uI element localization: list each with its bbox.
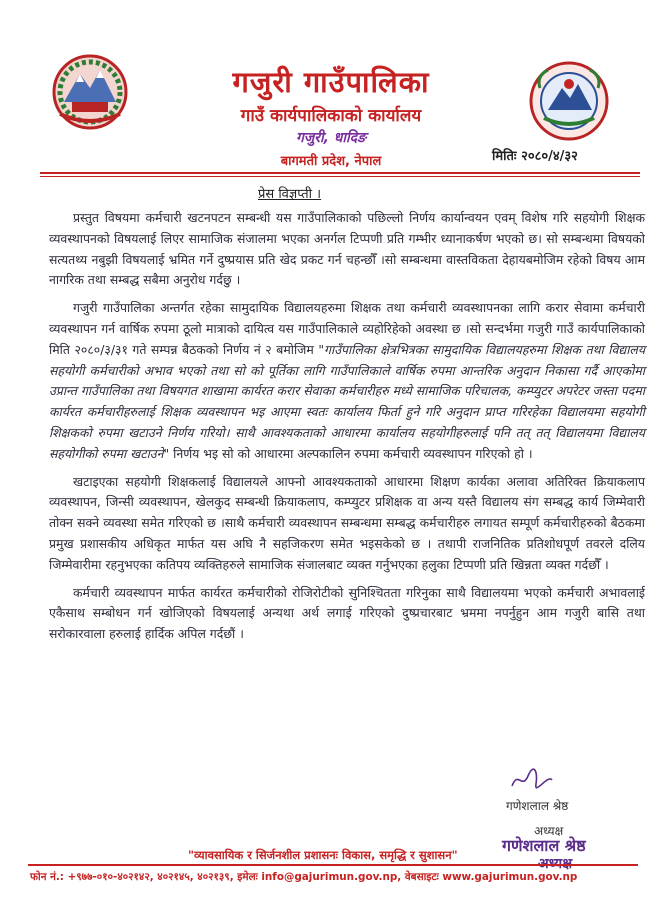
paragraph-2-tail: निर्णय भइ सो को आधारमा अल्पकालिन रुपमा कर्मचारी व्यवस्थापन गरिएको हो । <box>169 445 533 461</box>
footer-contact: फोन नं.: +९७७-०१०-४०२१४२, ४०२१४५, ४०२१३९, इमेलः info@gajurimun.gov.np, वेबसाइटः www.gajurimun.gov.np <box>30 871 578 883</box>
header-divider-thin <box>40 176 640 177</box>
province-name: बागमती प्रदेश, नेपाल <box>280 154 382 169</box>
paragraph-3: खटाइएका सहयोगी शिक्षकलाई विद्यालयले आफ्नो आवश्यकताको आधारमा शिक्षण कार्यका अलावा अतिरिक्त क्रियाकलाप व्यवस्थापन, जिन्सी व्यवस्थापन, खेलकुद सम्बन्धी क्रियाकलाप, कम्प्युटर प्रशिक्षक वा अन्य यस्तै विद्यालय संग सम्बद्ध कार्य जिम्मेवारी तोक्न सक्ने व्यवस्था समेत गरिएको छ ।साथै कर्मचारी व्यवस्थापन सम्बन्धमा सम्बद्ध कर्मचारीहरु लगायत सम्पूर्ण कर्मचारीहरुको बैठकमा प्रमुख प्रशासकीय अधिकृत मार्फत यस अघि नै सहजिकरण समेत भइसकेको छ । तथापी राजनितिक प्रतिशोधपूर्ण तवरले दलिय जिम्मेवारीमा रहनुभएका कतिपय व्यक्तिहरुले सामाजिक संजालबाट व्यक्त गर्नुभएका हलुका टिप्पणी प्रति खिन्नता व्यक्त गर्दछौँ । <box>49 473 645 572</box>
paragraph-2-text: गजुरी गाउँपालिका अन्तर्गत रहेका सामुदायिक विद्यालयहरुमा शिक्षक तथा कर्मचारी व्यवस्थापनका लागि करार सेवामा कर्मचारी व्यवस्थापन गर्न वार्षिक रुपमा ठूलो मात्राको दायित्व यस गाउँपालिकाले व्यहोरिहेको अवस्था छ ।सो सन्दर्भमा गजुरी गाउँ कार्यपालिकाको मिति २०८०/३/३१ गते सम्पन्न बैठकको निर्णय नं २ बमोजिम <box>49 300 645 357</box>
signatory-stamp-role: अध्यक्ष <box>538 856 573 872</box>
office-name: गाउँ कार्यपालिकाको कार्यालय <box>240 106 422 126</box>
letterhead <box>0 0 662 180</box>
paragraph-2 <box>49 298 645 464</box>
office-location: गजुरी, धादिङ <box>295 130 367 146</box>
signatory-role: अध्यक्ष <box>534 824 564 838</box>
header-divider <box>40 172 640 174</box>
footer-divider <box>28 864 638 866</box>
paragraph-4: कर्मचारी व्यवस्थापन मार्फत कार्यरत कर्मचारीको रोजिरोटीको सुनिश्चितता गरिनुका साथै विद्यालयमा भएको कर्मचारी अभावलाई एकैसाथ सम्बोधन गर्न खोजिएको विषयलाई अन्यथा अर्थ लगाई गरिएको दुष्प्रचारबाट भ्रममा नपर्नुहुन आम गजुरी बासि तथा सरोकारवाला हरुलाई हार्दिक अपिल गर्दछौं । <box>49 584 645 642</box>
signatory-stamp-name: गणेशलाल श्रेष्ठ <box>502 836 586 855</box>
municipality-logo-icon <box>526 58 612 144</box>
document-body <box>49 208 645 652</box>
org-name: गजुरी गाउँपालिका <box>232 65 430 99</box>
footer-motto: "व्यावसायिक र सिर्जनशील प्रशासनः विकास, समृद्धि र सुशासन" <box>188 848 458 862</box>
issue-date: मितिः २०८०/४/३२ <box>492 149 578 164</box>
paragraph-1: प्रस्तुत विषयमा कर्मचारी खटनपटन सम्बन्धी यस गाउँपालिकाको पछिल्लो निर्णय कार्यान्वयन एवम् विशेष गरि सहयोगी शिक्षक व्यवस्थापनको विषयलाई लिएर सामाजिक संजालमा भएका अनर्गल टिप्पणी प्रति गम्भीर ध्यानाकर्षण भएको छ। सो सम्बन्धमा विषयको सत्यतथ्य नबुझी विषयलाई भ्रमित गर्ने दुष्प्रयास प्रति खेद प्रकट गर्न चहन्छौँ ।सो सम्बन्धमा वास्तविकता देहायबमोजिम रहेको विषय आम नागरिक तथा सम्बद्ध सबैमा अनुरोध गर्दछु । <box>49 210 645 288</box>
signatory-name: गणेशलाल श्रेष्ठ <box>506 799 569 813</box>
signature-mark-icon <box>508 768 556 792</box>
decision-quote: "गाउँपालिका क्षेत्रभित्रका सामुदायिक विद्यालयहरुमा शिक्षक तथा विद्यालय सहयोगी कर्मचारीको अभाव भएको तथा सो को पूर्तिका लागि गाउँपालिकाले वार्षिक रुपमा आन्तरिक अनुदान निकासा गर्दै आएकोमा उप्रान्त गाउँपालिका तथा विषयगत शाखामा कार्यरत करार सेवाका कर्मचारीहरु मध्ये सामाजिक परिचालक, कम्प्युटर अपरेटर जस्ता पदमा कार्यरत कर्मचारीहरुलाई शिक्षक व्यवस्थापन भइ आएमा स्वतः कार्यालय फिर्ता हुने गरि अनुदान प्राप्त गरिरहेका विद्यालयमा सहयोगी शिक्षकको रुपमा खटाउने निर्णय गरियो। साथै आवश्यकताको आधारमा कार्यालय सहयोगीहरुलाई पनि तत् तत् विद्यालयमा विद्यालय सहयोगीको रुपमा खटाउने" <box>49 341 646 461</box>
document-title: प्रेस विज्ञप्ती । <box>258 187 322 202</box>
